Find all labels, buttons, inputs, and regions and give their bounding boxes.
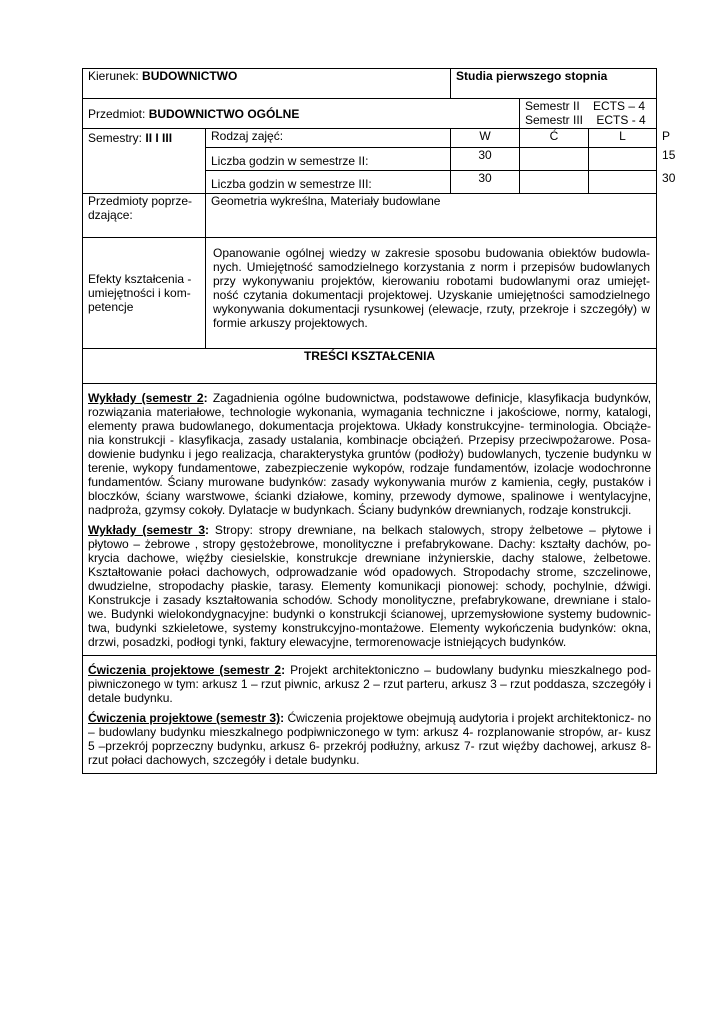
hours-label-sem3: Liczba godzin w semestrze III: [206, 171, 451, 194]
lecture-heading-sem2: Wykłady (semestr 2 [88, 391, 204, 405]
lecture-paragraph-sem3 [88, 523, 651, 649]
content-title-row [83, 349, 657, 384]
exercise-heading-sem2: Ćwiczenia projektowe (semestr 2 [88, 663, 282, 677]
col-w: W [451, 129, 520, 148]
prereq-value: Geometria wykreślna, Materiały budowlane [206, 194, 657, 238]
lecture-paragraph-sem2 [88, 391, 651, 517]
studia-cell: Studia pierwszego stopnia [451, 69, 657, 99]
lecture-heading-sem3: Wykłady (semestr 3 [88, 523, 206, 537]
semesters-label: Semestry: [88, 131, 146, 145]
hours-row-sem3: Liczba godzin w semestrze III: 30 30 [83, 171, 657, 194]
effects-row [83, 238, 657, 349]
header-row [83, 69, 657, 99]
kierunek-cell [83, 69, 451, 99]
lecture-colon-sem3: : [205, 523, 210, 537]
kierunek-value: BUDOWNICTWO [142, 69, 238, 83]
hours-l-sem2 [589, 148, 657, 171]
effects-text: Opanowanie ogólnej wiedzy w zakresie sposobu budowania obiektów budowla- nych. Umiejętność samodzielnego korzystania z norm i przepisów budowlanych przy wykonywaniu projektów, kierowaniu robotami budowlanymi oraz umiejęt- ność czytania dokumentacji projektowej. Uzyskanie umiejętności samodzielnego wykonywania dokumentacji rysunkowej (elewacje, rzuty, przekroje i szczegóły) w formie arkuszy projektowych. [206, 238, 657, 349]
rodzaj-label: Rodzaj zajęć: [206, 129, 451, 148]
hours-c-sem3 [520, 171, 589, 194]
effects-label: Efekty kształcenia - umiejętności i kom- petencje [83, 238, 206, 349]
lecture-colon-sem2: : [203, 391, 208, 405]
hours-w-sem3: 30 [451, 171, 520, 194]
syllabus-table [82, 68, 676, 774]
prereq-label: Przedmioty poprze- dzające: [83, 194, 206, 238]
col-c: Ć [520, 129, 589, 148]
lecture-text-sem3: Stropy: stropy drewniane, na belkach stalowych, stropy żelbetowe – płytowe i płytowo – żebrowe , stropy gęstożebrowe, monolityczne i prefabrykowane. Dachy: kształty dachów, po- krycia dachowe, więźby ciesielskie, konstrukcje drewniane inżynierskie, dachy stalowe, żelbetowe. Kształtowanie połaci dachowych, odprowadzanie wód opadowych. Stropodachy strome, szczelinowe, dwudzielne, stropodachy płaskie, tarasy. Elementy komunikacji pionowej: schody, pochylnie, dźwigi. Konstrukcje i zasady kształtowania schodów. Schody monolityczne, prefabrykowane, drewniane i stalo- we. Budynki wielokondygnacyjne: budynki o konstrukcji ścianowej, uprzemysłowione systemy budownic- twa, budynki szkieletowe, systemy konstrukcyjno-montażowe. Elementy wykończenia budynków: okna, drzwi, posadzki, podłogi tynki, faktury elewacyjne, termorenowacje istniejących budynków. [88, 523, 652, 649]
exercises-row [83, 656, 657, 774]
hours-w-sem2: 30 [451, 148, 520, 171]
prereq-row [83, 194, 657, 238]
hours-l-sem3 [589, 171, 657, 194]
hours-label-sem2: Liczba godzin w semestrze II: [206, 148, 451, 171]
lectures-row [83, 384, 657, 656]
hours-row-sem2: Liczba godzin w semestrze II: 30 15 [83, 148, 657, 171]
ects-sem3: Semestr III ECTS - 4 [525, 113, 646, 127]
exercise-paragraph-sem2 [88, 663, 651, 705]
exercise-heading-sem3: Ćwiczenia projektowe (semestr 3) [88, 711, 281, 725]
subject-label: Przedmiot: [88, 106, 149, 121]
exercise-paragraph-sem3 [88, 711, 651, 767]
subject-cell [83, 99, 520, 129]
exercises-cell [83, 656, 657, 774]
subject-value: BUDOWNICTWO OGÓLNE [148, 106, 300, 121]
semesters-row: Semestry: II I III Rodzaj zajęć: W Ć L P [83, 129, 657, 148]
semesters-cell [83, 129, 206, 194]
exercise-text-sem2: Projekt architektoniczno – budowlany budynku mieszkalnego pod- piwniczonego w tym: arkusz 1 – rzut piwnic, arkusz 2 – rzut parteru, arkusz 3 – rzut poddasza, szczegóły i detale budynku. [88, 663, 652, 705]
exercise-colon-sem3: : [280, 711, 285, 725]
col-l: L [589, 129, 657, 148]
ects-cell [520, 99, 657, 129]
lecture-text-sem2: Zagadnienia ogólne budownictwa, podstawowe definicje, klasyfikacja budynków, rozwiązania materiałowe, technologie wykonania, wymagania techniczne i jakościowe, normy, katalogi, elementy prawa budowlanego, dokumentacja projektowa. Układy konstrukcyjne- terminologia. Obciąże- nia konstrukcji - klasyfikacja, zasady ustalania, kombinacje obciążeń. Przepisy przeciwpożarowe. Posa- dowienie budynku i jego realizacja, charakterystyka gruntów (podłoży) budowlanych, tyczenie budynku w terenie, wykopy fundamentowe, zabezpieczenie wykopów, rodzaje fundamentów, izolacje wodochronne fundamentów. Ściany murowane budynków: zasady wykonywania murów z kamienia, cegły, pustaków i bloczków, ściany warstwowe, ścianki działowe, kominy, przewody dymowe, spalinowe i wentylacyjne, nadproża, gzymsy cokoły. Dylatacje w budynkach. Ściany budynków drewnianych, rodzaje konstrukcji. [88, 391, 652, 517]
hours-c-sem2 [520, 148, 589, 171]
exercise-text-sem3: Ćwiczenia projektowe obejmują audytoria i projekt architektonicz- no – budowlany budynku mieszkalnego podpiwniczonego w tym: arkusz 4- rozplanowanie stropów, ar- kusz 5 –przekrój poprzeczny budynku, arkusz 6- przekrój podłużny, arkusz 7- rzut więźby dachowej, arkusz 8- rzut połaci dachowych, szczegóły i detale budynku. [88, 711, 652, 767]
syllabus-sheet [82, 68, 676, 774]
lectures-cell [83, 384, 657, 656]
subject-row [83, 99, 657, 129]
exercise-colon-sem2: : [281, 663, 286, 677]
ects-sem2: Semestr II ECTS – 4 [525, 99, 646, 113]
semesters-value: II I III [145, 131, 173, 145]
kierunek-label: Kierunek: [88, 69, 143, 83]
content-title: TREŚCI KSZTAŁCENIA [83, 349, 657, 384]
